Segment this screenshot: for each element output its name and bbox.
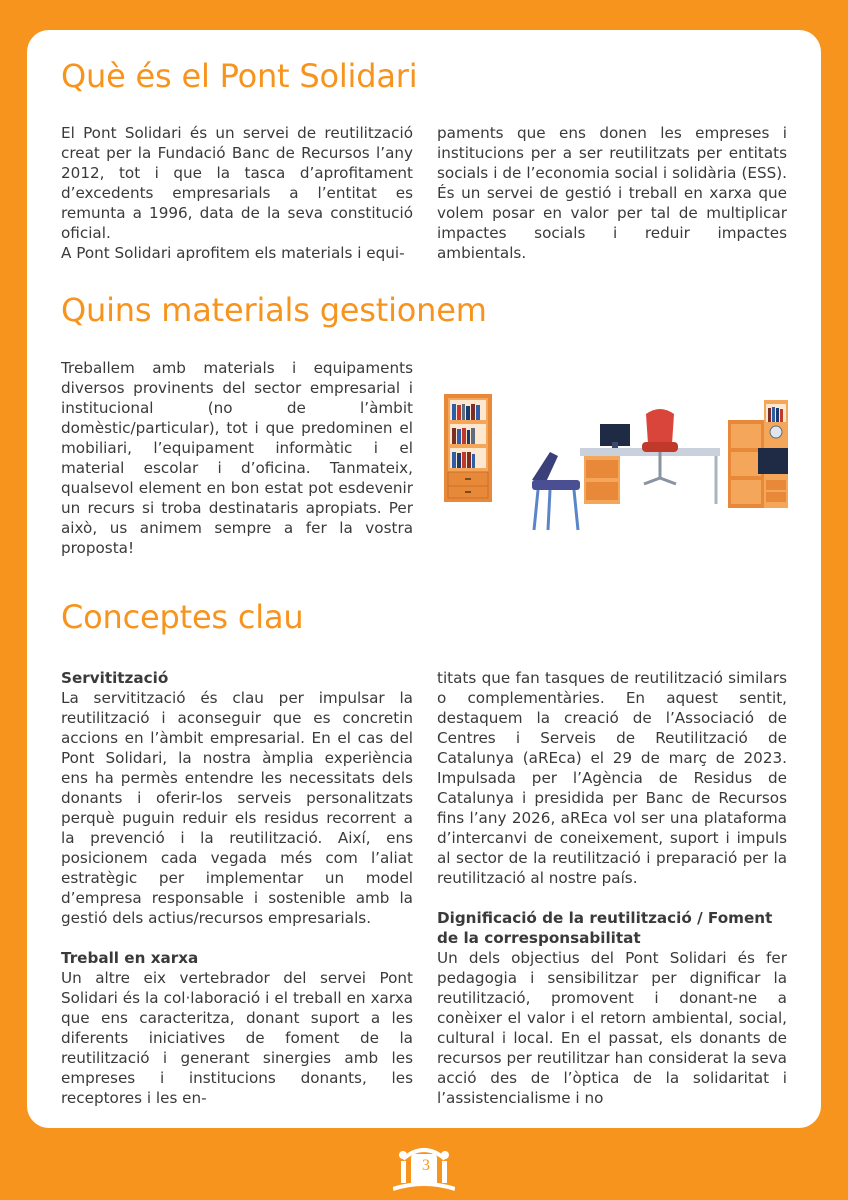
cabinet-icon [728, 400, 788, 508]
subheading-dignificacio: Dignificació de la reutilització / Foment de la corresponsabilitat [437, 909, 773, 947]
paragraph: El Pont Solidari és un servei de reutilització creat per la Fundació Banc de Recursos l’any 2012, tot i que la tasca d’aprofitament d’excedents empresarials a l’entitat es remunta a 1996, data de la seva constitució oficial. [61, 124, 413, 242]
office-furniture-illustration [440, 380, 790, 540]
page-card [27, 30, 821, 1128]
paragraph: Treballem amb materials i equipaments diversos provinents del sector empresarial i institucional (no de l’àmbit domèstic/particular), tot i que predominen el mobiliari, l’equipament informàtic i el material escolar i d’oficina. Tanmateix, qualsevol element en bon estat pot esdevenir un recurs si troba destinataris apropiats. Per això, us animem sempre a fer la vostra proposta! [61, 359, 413, 557]
paragraph: La servitització és clau per impulsar la reutilització i aconseguir que es concretin accions en l’àmbit empresarial. En el cas del Pont Solidari, la nostra àmplia experiència ens ha permès entendre les necessitats dels donants i oferir-los serveis personalitzats perquè puguin reduir els residus recorrent a la prevenció i la reutilització. Així, ens posicionem cada vegada més com l’aliat estratègic per implementar un model d’empresa responsable i sostenible amb la gestió dels actius/recursos empresarials. [61, 689, 413, 927]
paragraph: Un altre eix vertebrador del servei Pont Solidari és la col·laboració i el treball en xarxa que ens caracteritza, donant suport a les diferents iniciatives de foment de la reutilització i generant sinergies amb les empreses i institucions donants, les receptores i les en- [61, 969, 413, 1107]
section2-text [61, 358, 413, 558]
section-title-materials: Quins materials gestionem [61, 291, 487, 329]
subheading-servititzacio: Servitització [61, 669, 169, 687]
paragraph: Un dels objectius del Pont Solidari és fer pedagogia i sensibilitzar per dignificar la reutilització, promovent i donant-ne a conèixer el valor i el retorn ambiental, social, cultural i local. En el passat, els donants de recursos per reutilitzar han considerat la seva acció des de l’òptica de la solidaritat i l’assistencialisme i no [437, 949, 787, 1107]
section-title-key-concepts: Conceptes clau [61, 598, 304, 636]
paragraph: titats que fan tasques de reutilització similars o complementàries. En aquest sentit, destaquem la creació de l’Associació de Centres i Serveis de Reutilització de Catalunya (aREca) el 29 de març de 2023. Impulsada per l’Agència de Residus de Catalunya i presidida per Banc de Recursos fins l’any 2026, aREca vol ser una plataforma d’intercanvi de coneixement, suport i impuls al sector de la reutilització i preparació per la reutilització al nostre país. [437, 669, 787, 887]
section1-right-column [437, 123, 787, 263]
paragraph: A Pont Solidari aprofitem els materials i equi- [61, 244, 405, 262]
chair-icon [532, 452, 580, 530]
section-title-what-is: Què és el Pont Solidari [61, 57, 418, 95]
section1-left-column [61, 123, 413, 263]
page-number: 3 [422, 1157, 430, 1174]
section3-left-column [61, 668, 413, 1108]
office-chair-icon [642, 409, 678, 484]
paragraph: paments que ens donen les empreses i institucions per a ser reutilitzats per entitats socials i de l’economia social i solidària (ESS). És un servei de gestió i treball en xarxa que volem posar en valor per tal de multiplicar impactes socials i reduir impactes ambientals. [437, 124, 787, 262]
section3-right-column [437, 668, 787, 1108]
subheading-treball-en-xarxa: Treball en xarxa [61, 949, 199, 967]
bookshelf-icon [444, 394, 492, 502]
